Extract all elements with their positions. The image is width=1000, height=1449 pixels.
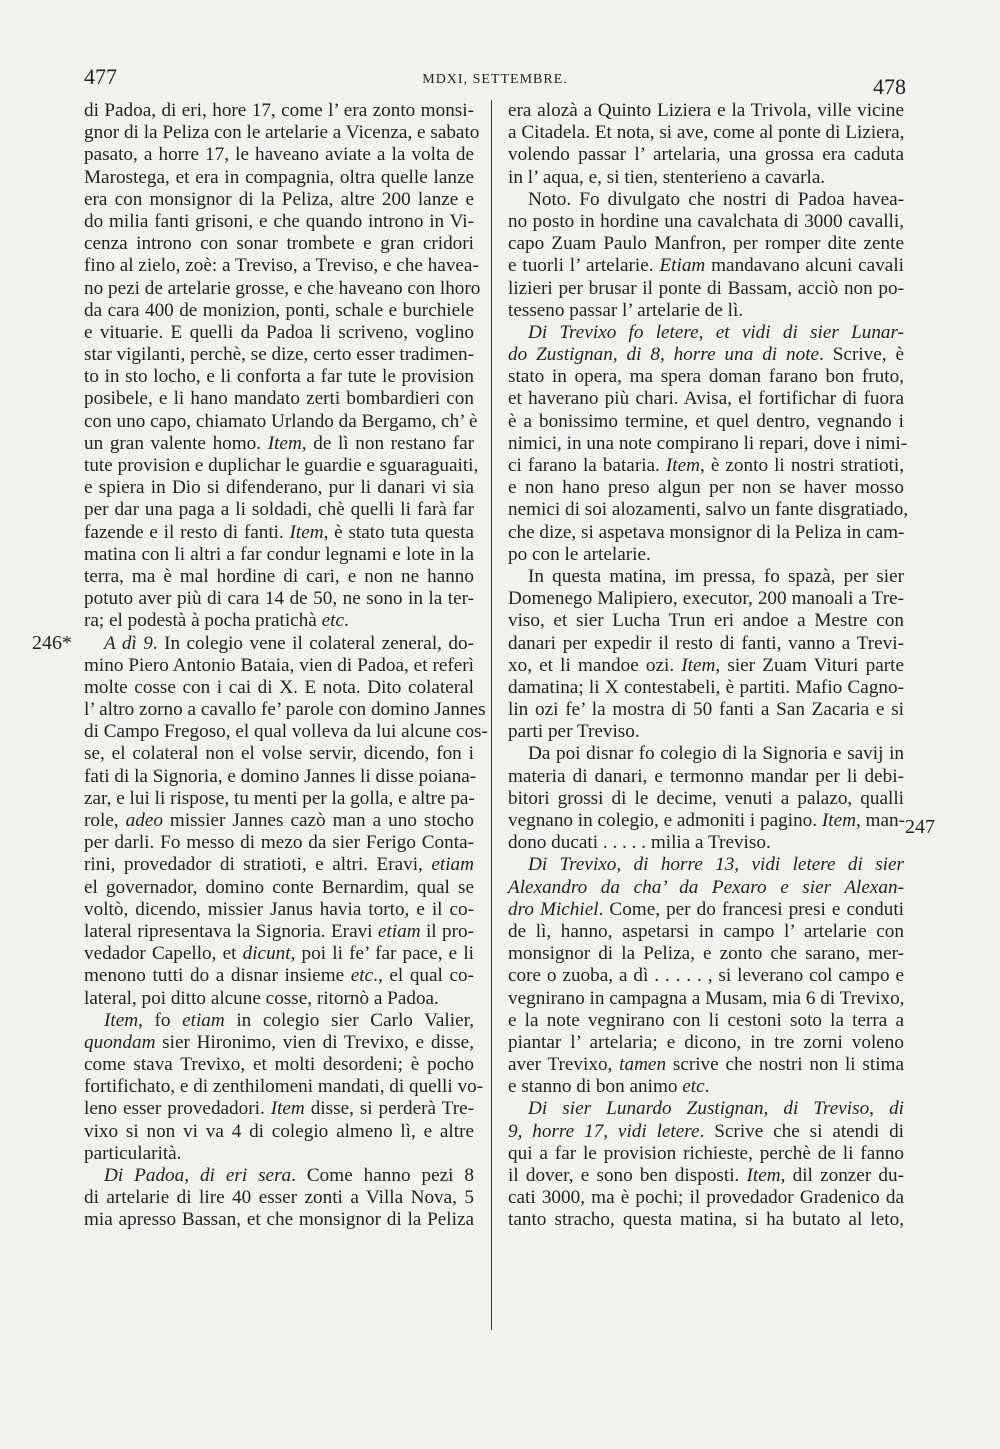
left-column bbox=[84, 100, 488, 1232]
text-line: aver Trevixo, tamen scrive che nostri non li stima bbox=[508, 1054, 904, 1076]
text-line: In questa matina, im pressa, fo spazà, per sier bbox=[528, 565, 904, 587]
text-line: danari per expedir il resto di fanti, vanno a Trevi- bbox=[508, 632, 904, 654]
text-line: è a bonissimo termine, et quel dentro, vegnando i bbox=[508, 410, 904, 432]
text-line: monsignor di la Peliza, e zonto che sarano, mer- bbox=[508, 943, 904, 965]
margin-note-left: 246* bbox=[32, 632, 72, 654]
text-line: Di Trevixo fo letere, et vidi di sier Lunar- bbox=[528, 321, 904, 343]
text-line: bitori grossi di le decime, venuti a palazo, qualli bbox=[508, 787, 904, 809]
page-header bbox=[84, 60, 906, 100]
text-line: mino Piero Antonio Bataia, vien di Padoa, et referì bbox=[84, 654, 474, 676]
text-line: e tuorli l’ artelarie. Etiam mandavano alcuni cavali bbox=[508, 255, 904, 277]
margin-note-right: 247 bbox=[905, 816, 935, 838]
text-line: e non hano preso algun per non se haver mosso bbox=[508, 477, 904, 499]
text-line: vegnirano in campagna a Musam, mia 6 di Trevixo, bbox=[508, 987, 905, 1009]
text-line: dono ducati . . . . . milia a Treviso. bbox=[508, 832, 771, 854]
text-line: di Campo Fregoso, el qual volleva da lui alcune cos- bbox=[84, 721, 488, 743]
text-line: vedador Capello, et dicunt, poi li fe’ far pace, e li bbox=[84, 943, 475, 965]
text-line: do milia fanti grisoni, e che quando introno in Vi- bbox=[84, 210, 474, 232]
column-divider bbox=[491, 100, 492, 1330]
right-column bbox=[508, 100, 909, 1232]
running-title: MDXI, SETTEMBRE. bbox=[422, 72, 568, 87]
text-line: pasato, a horre 17, le haveano aviate a la volta de bbox=[84, 144, 474, 166]
text-line: in l’ aqua, e, si tien, stenterieno a cavarla. bbox=[508, 166, 826, 188]
text-line: capo Zuam Paulo Manfron, per romper dite zente bbox=[508, 233, 904, 255]
text-line: gnor di la Peliza con le artelarie a Vicenza, e sabato bbox=[84, 122, 480, 144]
text-line: dro Michiel. Come, per do francesi presi e conduti bbox=[508, 898, 904, 920]
text-line: come stava Trevixo, et molti desordeni; è pocho bbox=[84, 1054, 474, 1076]
text-line: lin ozi fe’ la mostra di 50 fanti a San Zacaria e si bbox=[508, 699, 904, 721]
text-line: vegnano in colegio, e admoniti i pagino. Item, man- bbox=[508, 810, 905, 831]
text-line: A dì 9. In colegio vene il colateral zeneral, do- bbox=[104, 632, 474, 654]
text-line: con uno capo, chiamato Urlando da Bergamo, ch’ è bbox=[84, 410, 478, 432]
text-line: vixo si non vi va 4 di colegio almeno lì, e altre bbox=[84, 1120, 474, 1142]
text-line: Marostega, et era in compagnia, oltra quelle lanze bbox=[84, 166, 474, 188]
text-line: il dover, e sono ben disposti. Item, dil zonzer du- bbox=[508, 1165, 904, 1186]
text-line: fazende e il resto di fanti. Item, è stato tuta questa bbox=[84, 521, 474, 543]
text-line: lizieri per brusar il ponte di Bassam, acciò non po- bbox=[508, 277, 904, 299]
text-line: no posto in hordine una cavalchata di 3000 cavalli, bbox=[508, 210, 904, 232]
text-line: Di Padoa, di eri sera. Come hanno pezi 8 bbox=[104, 1165, 474, 1186]
text-line: cenza introno con sonar trombete e gran cridori bbox=[84, 233, 474, 255]
page-number-right: 478 bbox=[873, 74, 906, 99]
text-line: voltò, dicendo, missier Janus havia torto, e il co- bbox=[84, 898, 474, 920]
text-line: po con le artelarie. bbox=[508, 543, 651, 565]
text-line: star vigilanti, perchè, se dize, certo esser tradimen- bbox=[84, 344, 474, 366]
text-line: fortifichato, e di zenthilomeni mandati, di quelli vo- bbox=[84, 1076, 484, 1098]
text-line: 9, horre 17, vidi letere. Scrive che si atendi di bbox=[508, 1120, 905, 1142]
text-line: Noto. Fo divulgato che nostri di Padoa havea- bbox=[528, 188, 904, 210]
text-line: rini, provedador di stratioti, e altri. Eravi, etiam bbox=[84, 854, 474, 876]
text-line: stato in opera, ma spera doman farano bon fruto, bbox=[508, 366, 904, 388]
text-line: e stanno di bon animo etc. bbox=[508, 1076, 710, 1098]
text-line: che dize, si aspetava monsignor di la Peliza in cam- bbox=[508, 521, 905, 543]
text-line: Da poi disnar fo colegio di la Signoria e savij in bbox=[528, 743, 904, 765]
text-line: e la note vegnirano con li cestoni soto la terra a bbox=[508, 1009, 904, 1031]
text-line: l’ altro zorno a cavallo fe’ parole con domino Jannes bbox=[84, 699, 486, 721]
text-line: to in sto locho, e li conforta a far tute le provision bbox=[84, 366, 474, 388]
text-line: era con monsignor di la Peliza, altre 200 lanze e bbox=[84, 188, 474, 210]
text-line: potuto aver più di cara 14 de 50, ne sono in la ter- bbox=[84, 588, 474, 610]
page-number-left: 477 bbox=[84, 64, 117, 89]
text-line: ci farano la bataria. Item, è zonto li nostri stratioti, bbox=[508, 455, 904, 476]
text-line: per darli. Fo messo di mezo da sier Ferigo Conta- bbox=[84, 832, 474, 854]
text-line: role, adeo missier Jannes cazò man a uno stocho bbox=[84, 810, 474, 831]
text-line: xo, et li mandoe ozi. Item, sier Zuam Vituri parte bbox=[508, 654, 904, 676]
text-line: particularità. bbox=[84, 1142, 182, 1164]
text-line: core o zuoba, a dì . . . . . , si leverano col campo e bbox=[508, 965, 904, 987]
text-line: damatina; li X contestabeli, è partiti. Mafio Cagno- bbox=[508, 676, 904, 698]
text-line: da cara 400 de monizion, ponti, schale e burchiele bbox=[84, 299, 474, 321]
text-line: tute provision e duplichar le guardie e sguaraguaiti, bbox=[84, 455, 479, 476]
text-line: quondam sier Hironimo, vien di Trevixo, e disse, bbox=[84, 1031, 474, 1053]
text-line: leno esser provedadori. Item disse, si perderà Tre- bbox=[84, 1098, 474, 1120]
text-line: fati di la Signoria, e domino Jannes li disse poiana- bbox=[84, 765, 477, 787]
text-line: lateral ripresentava la Signoria. Eravi etiam il pro- bbox=[84, 920, 474, 942]
text-line: Di sier Lunardo Zustignan, di Treviso, di bbox=[528, 1098, 904, 1120]
text-line: Di Trevixo, di horre 13, vidi letere di sier bbox=[528, 854, 904, 876]
text-line: lateral, poi ditto alcune cosse, ritornò a Padoa. bbox=[84, 987, 439, 1009]
text-line: di artelarie di lire 40 esser zonti a Villa Nova, 5 bbox=[84, 1187, 474, 1209]
text-line: de lì, hanno, aspetarsi in campo l’ artelarie con bbox=[508, 920, 904, 942]
text-line: menono tutti do a disnar insieme etc., el qual co- bbox=[84, 965, 474, 987]
text-line: Item, fo etiam in colegio sier Carlo Valier, bbox=[104, 1009, 474, 1031]
text-line: et haverano più chari. Avisa, el fortifichar di fuora bbox=[508, 388, 904, 410]
text-line: era alozà a Quinto Liziera e la Trivola, ville vicine bbox=[508, 100, 904, 121]
text-line: di Padoa, di eri, hore 17, come l’ era zonto monsi- bbox=[84, 100, 474, 121]
text-line: fino al zielo, zoè: a Treviso, a Treviso, e che havea- bbox=[84, 255, 479, 277]
text-line: Domenego Malipiero, executor, 200 manoali a Tre- bbox=[508, 588, 904, 610]
text-line: ra; el podestà à pocha pratichà etc. bbox=[84, 610, 349, 632]
text-line: qui a far le provision richieste, perchè de li fanno bbox=[508, 1142, 904, 1164]
text-line: volendo passar l’ artelaria, una grossa era caduta bbox=[508, 144, 904, 166]
text-line: viso, et sier Lucha Trun eri andoe a Mestre con bbox=[508, 610, 904, 632]
text-line: per dar una paga a li soldadi, chè quelli li farà far bbox=[84, 499, 474, 521]
text-line: zar, e lui li rispose, tu menti per la golla, e altre pa- bbox=[84, 787, 475, 809]
text-line: un gran valente homo. Item, de lì non restano far bbox=[84, 432, 474, 454]
text-line: terra, ma è mal hordine di cari, e non ne hanno bbox=[84, 565, 474, 587]
text-line: tesseno passar l’ artelarie de lì. bbox=[508, 299, 744, 321]
text-line: molte cosse con i cai di X. E nota. Dito colateral bbox=[84, 676, 474, 698]
text-line: parti per Treviso. bbox=[508, 721, 640, 743]
text-line: nemici di soi alozamenti, salvo un fante disgratiado, bbox=[508, 499, 909, 521]
text-line: posibele, e li hano mandato zerti bombardieri con bbox=[84, 388, 474, 410]
text-line: cati 3000, ma è pochi; il provedador Gradenico da bbox=[508, 1187, 904, 1209]
text-line: mia apresso Bassan, et che monsignor di la Peliza bbox=[84, 1209, 474, 1231]
text-line: do Zustignan, di 8, horre una di note. Scrive, è bbox=[508, 344, 904, 366]
text-line: e spiera in Dio si difenderano, pur li danari vi sia bbox=[84, 477, 474, 499]
text-line: e vituarie. E quelli da Padoa li scriveno, voglino bbox=[84, 321, 474, 343]
text-line: piantar l’ artelaria; e dicono, in tre zorni voleno bbox=[508, 1031, 904, 1053]
text-line: Alexandro da cha’ da Pexaro e sier Alexan- bbox=[508, 876, 904, 898]
text-line: materia di danari, e termonno mandar per li debi- bbox=[508, 765, 904, 787]
text-line: matina con li altri a far condur legnami e lote in la bbox=[84, 543, 474, 565]
text-line: no pezi de artelarie grosse, e che haveano con lhoro bbox=[84, 277, 481, 299]
text-line: se, el colateral non el volse servir, dicendo, fon i bbox=[84, 743, 474, 765]
text-line: nimici, in una note compirano li repari, dove i nimi- bbox=[508, 432, 908, 454]
text-line: el governador, domino conte Bernardim, qual se bbox=[84, 876, 474, 898]
text-line: tanto stracho, questa matina, si ha butato al leto, bbox=[508, 1209, 904, 1231]
text-line: a Citadela. Et nota, si ave, come al ponte di Liziera, bbox=[508, 122, 905, 144]
